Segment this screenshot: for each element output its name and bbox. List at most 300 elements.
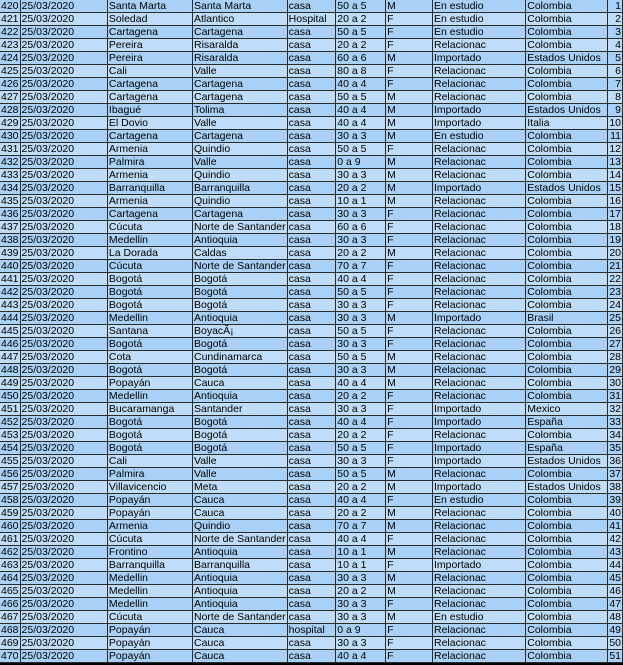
cell-date[interactable]: 25/03/2020 <box>20 533 107 546</box>
cell-type[interactable]: Relacionac <box>432 234 525 247</box>
cell-origin-country[interactable]: Colombia <box>526 130 608 143</box>
cell-count[interactable]: 19 <box>609 234 621 246</box>
table-row[interactable] <box>0 0 623 13</box>
cell-department[interactable]: Cundinamarca <box>192 351 287 364</box>
cell-care[interactable]: casa <box>287 156 336 169</box>
cell-sex[interactable]: F <box>386 455 433 468</box>
cell-date[interactable]: 25/03/2020 <box>20 26 107 39</box>
cell-city[interactable]: Popayán <box>107 507 192 520</box>
cell-department[interactable]: Quindio <box>192 169 287 182</box>
table-row[interactable] <box>0 338 623 351</box>
cell-age-range[interactable]: 30 a 3 <box>336 364 386 377</box>
cell-type[interactable]: Relacionac <box>432 247 525 260</box>
cell-sex[interactable]: F <box>386 442 433 455</box>
cell-origin-country[interactable]: Colombia <box>526 156 608 169</box>
cell-origin-country[interactable]: Brasil <box>526 312 608 325</box>
cell-sex[interactable]: F <box>386 26 433 39</box>
cell-care[interactable]: casa <box>287 507 336 520</box>
cell-count[interactable]: 16 <box>609 195 621 207</box>
cell-id[interactable]: 469 <box>1 637 19 649</box>
cell-age-range[interactable]: 20 a 2 <box>336 481 386 494</box>
cell-city[interactable]: El Dovio <box>107 117 192 130</box>
cell-care[interactable]: casa <box>287 52 336 65</box>
table-row[interactable] <box>0 429 623 442</box>
cell-origin-country[interactable]: Colombia <box>526 299 608 312</box>
cell-date[interactable]: 25/03/2020 <box>20 143 107 156</box>
cell-age-range[interactable]: 20 a 2 <box>336 390 386 403</box>
cell-type[interactable]: Relacionac <box>432 195 525 208</box>
cell-city[interactable]: Popayán <box>107 377 192 390</box>
cell-id[interactable]: 428 <box>1 104 19 116</box>
cell-care[interactable]: casa <box>287 481 336 494</box>
cell-department[interactable]: Cauca <box>192 377 287 390</box>
cell-sex[interactable]: M <box>386 468 433 481</box>
table-row[interactable] <box>0 208 623 221</box>
cell-care[interactable]: casa <box>287 299 336 312</box>
cell-care[interactable]: casa <box>287 221 336 234</box>
cell-type[interactable]: Relacionac <box>432 156 525 169</box>
cell-sex[interactable]: F <box>386 234 433 247</box>
cell-origin-country[interactable]: Colombia <box>526 234 608 247</box>
cell-date[interactable]: 25/03/2020 <box>20 130 107 143</box>
table-row[interactable] <box>0 650 623 663</box>
cell-count[interactable]: 5 <box>608 52 623 65</box>
cell-age-range[interactable]: 20 a 2 <box>336 429 386 442</box>
cell-age-range[interactable]: 70 a 7 <box>336 260 386 273</box>
cell-department[interactable]: Bogotá <box>192 416 287 429</box>
cell-care[interactable]: casa <box>287 143 336 156</box>
cell-origin-country[interactable]: Colombia <box>526 377 608 390</box>
cell-age-range[interactable]: 40 a 4 <box>336 416 386 429</box>
cell-sex[interactable]: F <box>386 325 433 338</box>
cell-id[interactable]: 439 <box>1 247 19 259</box>
table-row[interactable] <box>0 26 623 39</box>
cell-care[interactable]: casa <box>287 455 336 468</box>
cell-date[interactable]: 25/03/2020 <box>20 221 107 234</box>
cell-date[interactable]: 25/03/2020 <box>20 0 107 13</box>
cell-id[interactable]: 444 <box>1 312 19 324</box>
cell-age-range[interactable]: 40 a 4 <box>336 273 386 286</box>
cell-department[interactable]: Cauca <box>192 624 287 637</box>
cell-sex[interactable]: F <box>386 416 433 429</box>
cell-origin-country[interactable]: Colombia <box>526 65 608 78</box>
cell-age-range[interactable]: 30 a 3 <box>336 338 386 351</box>
cell-age-range[interactable]: 30 a 3 <box>336 455 386 468</box>
cell-type[interactable]: En estudio <box>432 611 525 624</box>
cell-type[interactable]: En estudio <box>432 0 525 13</box>
cell-care[interactable]: casa <box>287 468 336 481</box>
cell-id[interactable]: 454 <box>1 442 19 454</box>
cell-count[interactable]: 37 <box>609 468 621 480</box>
cell-count[interactable]: 35 <box>609 442 621 454</box>
cell-count[interactable]: 17 <box>609 208 621 220</box>
cell-age-range[interactable]: 30 a 3 <box>336 403 386 416</box>
cell-count[interactable]: 40 <box>609 507 621 519</box>
cell-care[interactable]: hospital <box>287 624 336 637</box>
cell-sex[interactable]: F <box>386 65 433 78</box>
cell-id[interactable]: 458 <box>1 494 19 506</box>
cell-origin-country[interactable]: Colombia <box>526 520 608 533</box>
cell-count[interactable]: 2 <box>608 13 623 26</box>
cell-count[interactable]: 14 <box>609 169 621 181</box>
cell-date[interactable]: 25/03/2020 <box>20 416 107 429</box>
table-row[interactable] <box>0 637 623 650</box>
cell-city[interactable]: Cali <box>107 455 192 468</box>
cell-care[interactable]: casa <box>287 377 336 390</box>
table-row[interactable] <box>0 52 623 65</box>
cell-department[interactable]: Cauca <box>192 637 287 650</box>
cell-sex[interactable]: F <box>386 260 433 273</box>
cell-department[interactable]: Cartagena <box>192 26 287 39</box>
cell-date[interactable]: 25/03/2020 <box>20 247 107 260</box>
cell-id[interactable]: 425 <box>1 65 19 77</box>
cell-department[interactable]: Santander <box>192 403 287 416</box>
cell-id[interactable]: 451 <box>1 403 19 415</box>
cell-city[interactable]: Popayán <box>107 624 192 637</box>
cell-department[interactable]: Norte de Santander <box>193 533 286 545</box>
cell-id[interactable]: 437 <box>1 221 19 233</box>
cell-care[interactable]: Hospital <box>287 13 336 26</box>
cell-city[interactable]: Cartagena <box>107 130 192 143</box>
table-row[interactable] <box>0 611 623 624</box>
cell-age-range[interactable]: 30 a 3 <box>336 637 386 650</box>
cell-city[interactable]: Cúcuta <box>107 611 192 624</box>
cell-date[interactable]: 25/03/2020 <box>20 507 107 520</box>
table-row[interactable] <box>0 533 623 546</box>
cell-type[interactable]: Relacionac <box>432 650 525 663</box>
cell-care[interactable]: casa <box>287 234 336 247</box>
cell-age-range[interactable]: 50 a 5 <box>336 143 386 156</box>
cell-sex[interactable]: M <box>386 351 433 364</box>
cell-care[interactable]: casa <box>287 247 336 260</box>
cell-city[interactable]: Cartagena <box>107 78 192 91</box>
cell-department[interactable]: Bogotá <box>192 286 287 299</box>
cell-city[interactable]: Cúcuta <box>107 260 192 273</box>
cell-department[interactable]: Cartagena <box>192 91 287 104</box>
cell-department[interactable]: Antioquia <box>192 312 287 325</box>
cell-city[interactable]: Barranquilla <box>107 182 192 195</box>
cell-origin-country[interactable]: Colombia <box>526 468 608 481</box>
cell-date[interactable]: 25/03/2020 <box>20 65 107 78</box>
cell-count[interactable]: 9 <box>608 104 623 117</box>
cell-sex[interactable]: M <box>386 611 433 624</box>
cell-id[interactable]: 452 <box>1 416 19 428</box>
cell-id[interactable]: 434 <box>1 182 19 194</box>
cell-age-range[interactable]: 50 a 5 <box>336 286 386 299</box>
cell-count[interactable]: 4 <box>608 39 623 52</box>
cell-age-range[interactable]: 20 a 2 <box>336 247 386 260</box>
cell-care[interactable]: casa <box>287 39 336 52</box>
cell-city[interactable]: Frontino <box>107 546 192 559</box>
cell-age-range[interactable]: 50 a 5 <box>336 0 386 13</box>
cell-city[interactable]: Bogotá <box>107 286 192 299</box>
cell-city[interactable]: Cartagena <box>107 91 192 104</box>
table-row[interactable] <box>0 130 623 143</box>
cell-origin-country[interactable]: Colombia <box>526 13 608 26</box>
cell-department[interactable]: Risaralda <box>192 39 287 52</box>
cell-sex[interactable]: F <box>386 143 433 156</box>
cell-origin-country[interactable]: Mexico <box>526 403 608 416</box>
cell-origin-country[interactable]: Estados Unidos <box>526 455 608 468</box>
cell-date[interactable]: 25/03/2020 <box>20 208 107 221</box>
cell-sex[interactable]: F <box>386 221 433 234</box>
cell-origin-country[interactable]: Colombia <box>526 546 608 559</box>
cell-origin-country[interactable]: Colombia <box>526 0 608 13</box>
cell-care[interactable]: casa <box>287 442 336 455</box>
cell-city[interactable]: Medellin <box>107 572 192 585</box>
cell-city[interactable]: Cúcuta <box>107 221 192 234</box>
cell-care[interactable]: casa <box>287 338 336 351</box>
cell-date[interactable]: 25/03/2020 <box>20 624 107 637</box>
cell-origin-country[interactable]: Colombia <box>526 338 608 351</box>
cell-origin-country[interactable]: Colombia <box>526 260 608 273</box>
cell-care[interactable]: casa <box>287 312 336 325</box>
cell-type[interactable]: Importado <box>432 312 525 325</box>
table-row[interactable] <box>0 247 623 260</box>
cell-date[interactable]: 25/03/2020 <box>20 260 107 273</box>
cell-age-range[interactable]: 50 a 5 <box>336 91 386 104</box>
table-row[interactable] <box>0 65 623 78</box>
cell-type[interactable]: Importado <box>432 559 525 572</box>
cell-department[interactable]: Cartagena <box>192 208 287 221</box>
cell-care[interactable]: casa <box>287 546 336 559</box>
cell-sex[interactable]: F <box>386 403 433 416</box>
cell-city[interactable]: Barranquilla <box>107 559 192 572</box>
table-row[interactable] <box>0 260 623 273</box>
cell-type[interactable]: Relacionac <box>432 260 525 273</box>
cell-sex[interactable]: M <box>386 247 433 260</box>
cell-origin-country[interactable]: España <box>526 416 608 429</box>
cell-date[interactable]: 25/03/2020 <box>20 559 107 572</box>
cell-id[interactable]: 423 <box>1 39 19 51</box>
table-row[interactable] <box>0 416 623 429</box>
cell-age-range[interactable]: 50 a 5 <box>336 468 386 481</box>
cell-department[interactable]: Tolima <box>192 104 287 117</box>
cell-city[interactable]: Medellin <box>107 598 192 611</box>
cell-age-range[interactable]: 30 a 3 <box>336 572 386 585</box>
cell-age-range[interactable]: 30 a 3 <box>336 611 386 624</box>
cell-date[interactable]: 25/03/2020 <box>20 598 107 611</box>
cell-date[interactable]: 25/03/2020 <box>20 52 107 65</box>
cell-origin-country[interactable]: Colombia <box>526 533 608 546</box>
cell-id[interactable]: 440 <box>1 260 19 272</box>
cell-date[interactable]: 25/03/2020 <box>20 351 107 364</box>
cell-date[interactable]: 25/03/2020 <box>20 572 107 585</box>
cell-type[interactable]: Importado <box>432 104 525 117</box>
cell-age-range[interactable]: 10 a 1 <box>336 195 386 208</box>
cell-type[interactable]: Importado <box>432 117 525 130</box>
cell-city[interactable]: Villavicencio <box>107 481 192 494</box>
cell-origin-country[interactable]: Estados Unidos <box>526 481 608 494</box>
cell-count[interactable]: 47 <box>609 598 621 610</box>
cell-city[interactable]: Popayán <box>107 637 192 650</box>
cell-age-range[interactable]: 20 a 2 <box>336 39 386 52</box>
cell-origin-country[interactable]: Colombia <box>526 286 608 299</box>
cell-id[interactable]: 459 <box>1 507 19 519</box>
cell-age-range[interactable]: 40 a 4 <box>336 104 386 117</box>
cell-id[interactable]: 438 <box>1 234 19 246</box>
cell-type[interactable]: Relacionac <box>432 221 525 234</box>
table-row[interactable] <box>0 13 623 26</box>
cell-id[interactable]: 449 <box>1 377 19 389</box>
cell-sex[interactable]: M <box>386 312 433 325</box>
cell-date[interactable]: 25/03/2020 <box>20 91 107 104</box>
cell-city[interactable]: Santana <box>107 325 192 338</box>
cell-type[interactable]: Relacionac <box>432 429 525 442</box>
cell-care[interactable]: casa <box>287 520 336 533</box>
table-row[interactable] <box>0 78 623 91</box>
cell-count[interactable]: 50 <box>609 637 621 649</box>
table-row[interactable] <box>0 364 623 377</box>
table-row[interactable] <box>0 507 623 520</box>
cell-age-range[interactable]: 20 a 2 <box>336 507 386 520</box>
cell-count[interactable]: 7 <box>608 78 623 91</box>
cell-sex[interactable]: M <box>386 52 433 65</box>
cell-city[interactable]: Bogotá <box>107 416 192 429</box>
cell-department[interactable]: Antioquia <box>192 234 287 247</box>
cell-count[interactable]: 30 <box>609 377 621 389</box>
table-row[interactable] <box>0 325 623 338</box>
cell-city[interactable]: Palmira <box>107 468 192 481</box>
cell-origin-country[interactable]: Estados Unidos <box>526 182 608 195</box>
cell-age-range[interactable]: 30 a 3 <box>336 312 386 325</box>
cell-age-range[interactable]: 20 a 2 <box>336 182 386 195</box>
cell-type[interactable]: Relacionac <box>432 325 525 338</box>
cell-date[interactable]: 25/03/2020 <box>20 403 107 416</box>
cell-date[interactable]: 25/03/2020 <box>20 390 107 403</box>
cell-origin-country[interactable]: Colombia <box>526 559 608 572</box>
cell-id[interactable]: 450 <box>1 390 19 402</box>
cell-count[interactable]: 51 <box>609 650 621 662</box>
cell-id[interactable]: 463 <box>1 559 19 571</box>
cell-count[interactable]: 45 <box>609 572 621 584</box>
cell-count[interactable]: 3 <box>608 26 623 39</box>
cell-count[interactable]: 13 <box>609 156 621 168</box>
cell-age-range[interactable]: 60 a 6 <box>336 221 386 234</box>
cell-department[interactable]: Valle <box>192 156 287 169</box>
cell-city[interactable]: Medellin <box>107 312 192 325</box>
cell-sex[interactable]: M <box>386 520 433 533</box>
cell-type[interactable]: Relacionac <box>432 338 525 351</box>
cell-type[interactable]: Relacionac <box>432 624 525 637</box>
cell-care[interactable]: casa <box>287 598 336 611</box>
cell-department[interactable]: Quindio <box>192 195 287 208</box>
cell-care[interactable]: casa <box>287 650 336 663</box>
table-row[interactable] <box>0 221 623 234</box>
table-row[interactable] <box>0 351 623 364</box>
cell-department[interactable]: Norte de Santander <box>193 221 286 233</box>
cell-count[interactable]: 34 <box>609 429 621 441</box>
cell-sex[interactable]: M <box>386 169 433 182</box>
table-row[interactable] <box>0 598 623 611</box>
cell-care[interactable]: casa <box>287 208 336 221</box>
cell-id[interactable]: 468 <box>1 624 19 636</box>
cell-date[interactable]: 25/03/2020 <box>20 650 107 663</box>
cell-id[interactable]: 448 <box>1 364 19 376</box>
table-row[interactable] <box>0 312 623 325</box>
cell-type[interactable]: Relacionac <box>432 364 525 377</box>
cell-city[interactable]: Bucaramanga <box>107 403 192 416</box>
cell-department[interactable]: Valle <box>192 468 287 481</box>
cell-sex[interactable]: F <box>386 208 433 221</box>
cell-department[interactable]: Bogotá <box>192 442 287 455</box>
cell-sex[interactable]: F <box>386 78 433 91</box>
table-row[interactable] <box>0 572 623 585</box>
cell-count[interactable]: 21 <box>609 260 621 272</box>
table-row[interactable] <box>0 286 623 299</box>
cell-age-range[interactable]: 10 a 1 <box>336 546 386 559</box>
cell-id[interactable]: 433 <box>1 169 19 181</box>
cell-count[interactable]: 29 <box>609 364 621 376</box>
cell-department[interactable]: Antioquia <box>192 598 287 611</box>
cell-care[interactable]: casa <box>287 325 336 338</box>
cell-id[interactable]: 435 <box>1 195 19 207</box>
cell-count[interactable]: 1 <box>608 0 623 13</box>
cell-age-range[interactable]: 30 a 3 <box>336 299 386 312</box>
cell-age-range[interactable]: 30 a 3 <box>336 598 386 611</box>
cell-date[interactable]: 25/03/2020 <box>20 338 107 351</box>
cell-type[interactable]: Relacionac <box>432 507 525 520</box>
cell-city[interactable]: Palmira <box>107 156 192 169</box>
cell-origin-country[interactable]: Colombia <box>526 611 608 624</box>
cell-care[interactable]: casa <box>287 494 336 507</box>
cell-department[interactable]: Antioquia <box>192 585 287 598</box>
cell-id[interactable]: 424 <box>1 52 19 64</box>
cell-department[interactable]: Bogotá <box>192 299 287 312</box>
cell-type[interactable]: En estudio <box>432 130 525 143</box>
cell-id[interactable]: 431 <box>1 143 19 155</box>
cell-id[interactable]: 427 <box>1 91 19 103</box>
table-row[interactable] <box>0 377 623 390</box>
cell-type[interactable]: Relacionac <box>432 286 525 299</box>
cell-sex[interactable]: F <box>386 624 433 637</box>
cell-origin-country[interactable]: Colombia <box>526 351 608 364</box>
cell-care[interactable]: casa <box>287 78 336 91</box>
cell-department[interactable]: Norte de Santander <box>193 260 286 272</box>
cell-type[interactable]: Importado <box>432 481 525 494</box>
cell-id[interactable]: 467 <box>1 611 19 623</box>
cell-id[interactable]: 460 <box>1 520 19 532</box>
cell-type[interactable]: Importado <box>432 403 525 416</box>
cell-count[interactable]: 12 <box>609 143 621 155</box>
cell-type[interactable]: Relacionac <box>432 585 525 598</box>
cell-date[interactable]: 25/03/2020 <box>20 364 107 377</box>
cell-department[interactable]: Santa Marta <box>192 0 287 13</box>
cell-id[interactable]: 457 <box>1 481 19 493</box>
cell-count[interactable]: 10 <box>609 117 621 129</box>
cell-id[interactable]: 461 <box>1 533 19 545</box>
cell-care[interactable]: casa <box>287 104 336 117</box>
cell-sex[interactable]: M <box>386 130 433 143</box>
cell-origin-country[interactable]: Colombia <box>526 208 608 221</box>
cell-care[interactable]: casa <box>287 364 336 377</box>
cell-count[interactable]: 38 <box>609 481 621 493</box>
cell-city[interactable]: Bogotá <box>107 364 192 377</box>
cell-city[interactable]: Cali <box>107 65 192 78</box>
cell-city[interactable]: Bogotá <box>107 442 192 455</box>
cell-department[interactable]: Bogotá <box>192 338 287 351</box>
cell-count[interactable]: 25 <box>609 312 621 324</box>
table-row[interactable] <box>0 468 623 481</box>
cell-city[interactable]: Soledad <box>107 13 192 26</box>
cell-origin-country[interactable]: Colombia <box>526 169 608 182</box>
cell-age-range[interactable]: 40 a 4 <box>336 533 386 546</box>
cell-date[interactable]: 25/03/2020 <box>20 585 107 598</box>
cell-origin-country[interactable]: Colombia <box>526 91 608 104</box>
cell-origin-country[interactable]: Colombia <box>526 325 608 338</box>
cell-care[interactable]: casa <box>287 169 336 182</box>
cell-care[interactable]: casa <box>287 91 336 104</box>
